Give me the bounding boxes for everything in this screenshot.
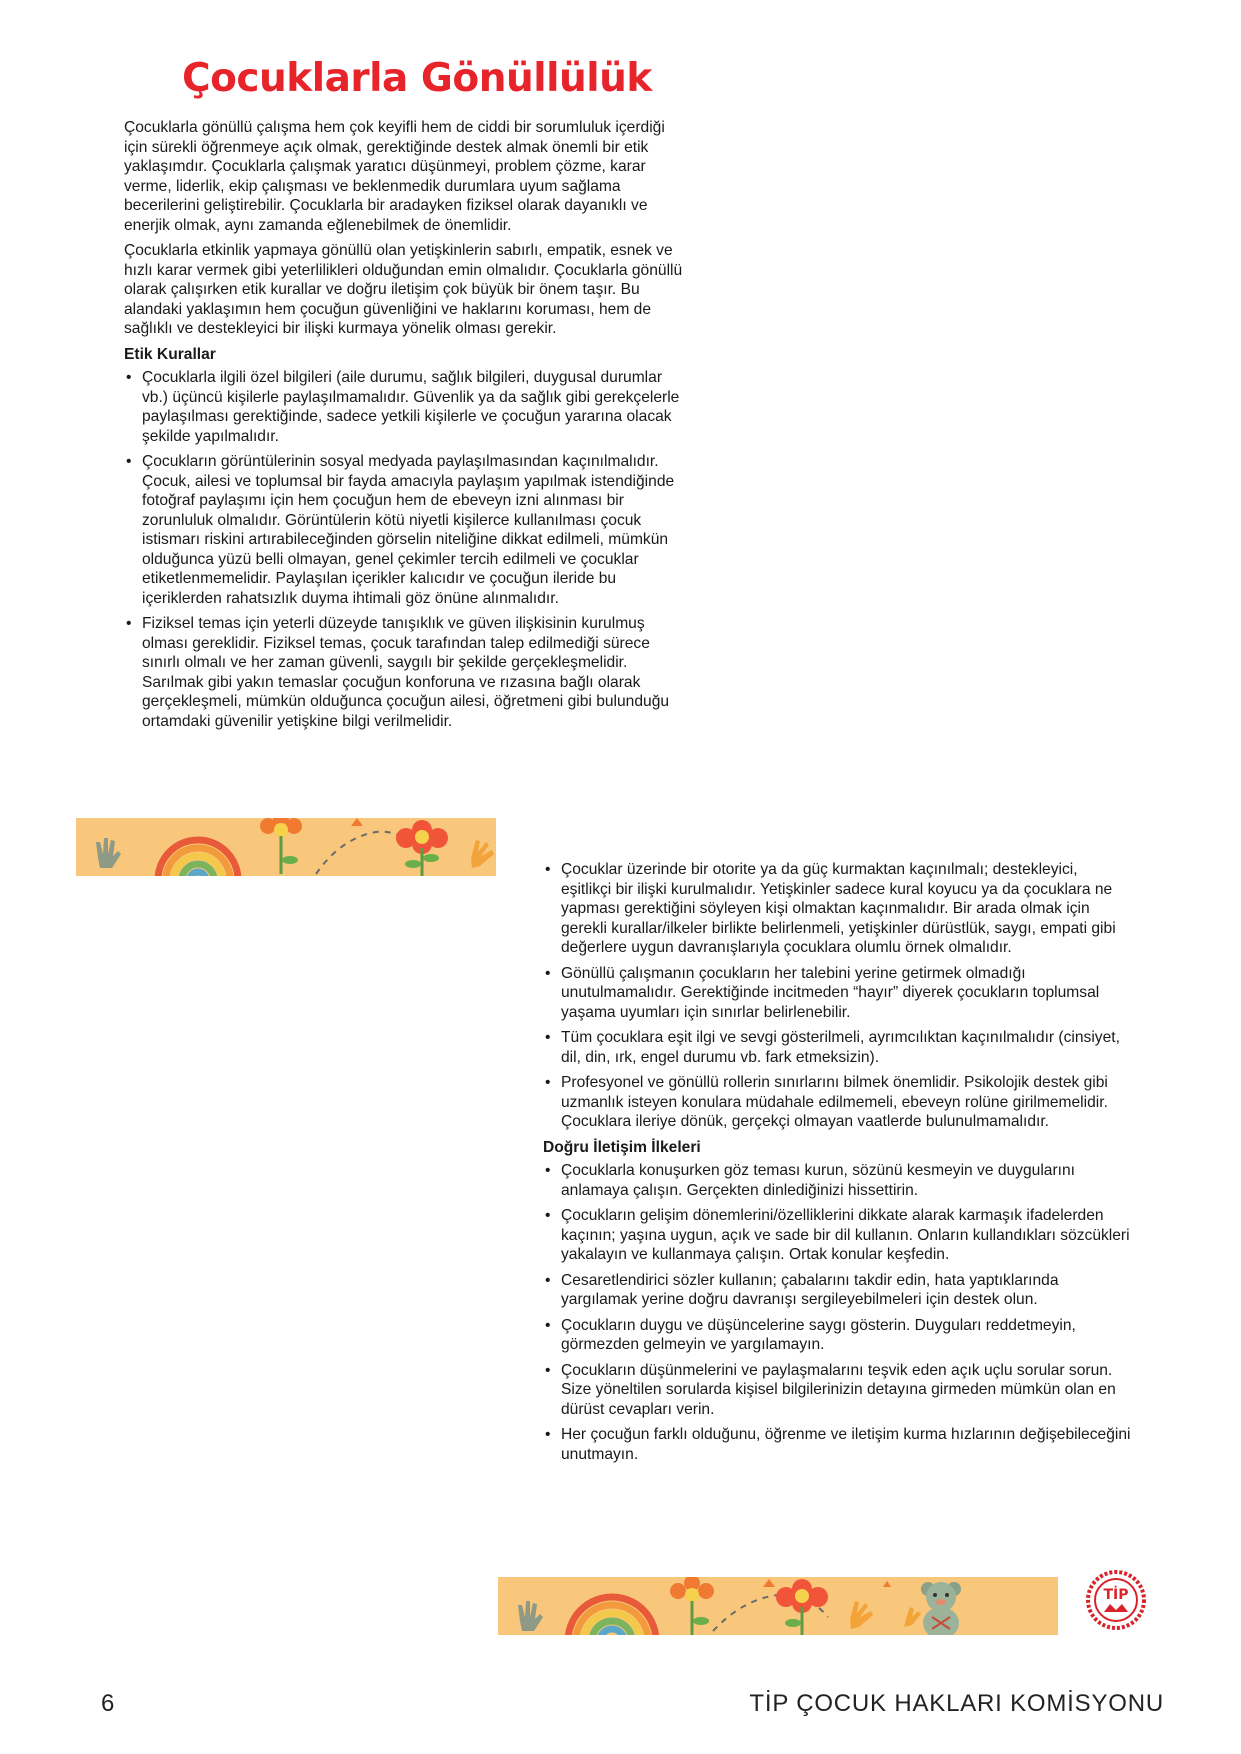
communication-list-item: • Çocukların gelişim dönemlerini/özelliklerini dikkate alarak karmaşık ifadelerden kaçının; yaşına uygun, açık ve sade bir dil kullanın. Onların kullandıkları sözcükleri yakalayın ve kullanmaya çalışın. Ortak konular keşfedin.: [543, 1206, 1131, 1265]
flower-icon: [260, 818, 302, 874]
page-title: Çocuklarla Gönüllülük: [182, 56, 652, 101]
communication-list-item: • Çocukların duygu ve düşüncelerine saygı gösterin. Duyguları reddetmeyin, görmezden gelmeyin ve yargılamayın.: [543, 1316, 1131, 1355]
footer-organization: TİP ÇOCUK HAKLARI KOMİSYONU: [749, 1690, 1164, 1717]
intro-paragraph: Çocuklarla etkinlik yapmaya gönüllü olan yetişkinlerin sabırlı, empatik, esnek ve hızlı karar vermek gibi yeterlilikleri olduğundan emin olmalıdır. Çocuklarla gönüllü olarak çalışırken etik kurallar ve doğru iletişim çok büyük bir önem taşır. Bu alandaki yaklaşımın hem çocuğun güvenliğini ve haklarını koruması, hem de sağlıklı ve destekleyici bir ilişki kurmaya yönelik olması gerekir.: [124, 242, 683, 337]
rainbow-icon: [568, 1597, 656, 1635]
ethics-list-item: • Çocuklar üzerinde bir otorite ya da güç kurmaktan kaçınılmalı; destekleyici, eşitlikçi bir ilişki kurulmalıdır. Yetişkinler sadece kural koyucu ya da çocuklara ne yapması gerektiğini söyleyen kişi olmaktan kaçınmalıdır. Bir arada olmak için gerekli kurallar/ilkeler birlikte belirlenmeli, yetişkinler dürüstlük, saygı, empati gibi değerlere uygun davranışlarıyla çocuklara olumlu örnek olmalıdır.: [543, 860, 1131, 958]
communication-list-item: • Cesaretlendirici sözler kullanın; çabalarını takdir edin, hata yaptıklarında yargılamak yerine doğru davranışı sergileyebilmeleri için destek olun.: [543, 1271, 1131, 1310]
hand-icon: [471, 840, 494, 868]
ethics-list-item: • Tüm çocuklara eşit ilgi ve sevgi gösterilmeli, ayrımcılıktan kaçınılmalıdır (cinsiyet, dil, din, ırk, engel durumu vb. fark etmeksizin).: [543, 1028, 1131, 1067]
ethics-list-continued: [543, 860, 1131, 1132]
hand-icon: [904, 1607, 921, 1627]
communication-list: [543, 1161, 1131, 1464]
hand-icon: [850, 1601, 873, 1629]
communication-list-item: • Her çocuğun farklı olduğunu, öğrenme ve iletişim kurma hızlarının değişebileceğini unutmayın.: [543, 1425, 1131, 1464]
flower-icon: [776, 1579, 828, 1635]
flower-icon: [670, 1577, 714, 1635]
hand-icon: [518, 1601, 543, 1631]
teddy-bear-icon: [921, 1582, 961, 1635]
flower-icon: [396, 820, 448, 876]
ethics-list-item: • Çocukların görüntülerinin sosyal medyada paylaşılmasından kaçınılmalıdır. Çocuk, ailesi ve toplumsal bir fayda amacıyla paylaşım yapılmak istendiğinde fotoğraf paylaşımı için hem çocuğun hem de ebeveyn izni alınması bir zorunluluk olmalıdır. Görüntülerin kötü niyetli kişilerce kullanılması çocuk istismarı riskini artırabileceğinden görselin niteliğine dikkat edilmeli, mümkün olduğunca yüzü belli olmayan, genel çekimler tercih edilmeli ve çocuklar etiketlenmemelidir. Paylaşılan içerikler kalıcıdır ve çocuğun ileride bu içeriklerden rahatsızlık duyma ihtimali göz önüne alınmalıdır.: [124, 452, 690, 608]
communication-heading: Doğru İletişim İlkeleri: [543, 1138, 701, 1156]
communication-list-item: • Çocukların düşünmelerini ve paylaşmalarını teşvik eden açık uçlu sorular sorun. Size yöneltilen sorularda kişisel bilgilerinizin detayına girmeden mümkün olan en dürüst cevapları verin.: [543, 1361, 1131, 1420]
ethics-list-item: • Profesyonel ve gönüllü rollerin sınırlarını bilmek önemlidir. Psikolojik destek gibi uzmanlık isteyen konulara müdahale edilmemeli, ebeveyn rolüne girilmemelidir. Çocuklara ileriye dönük, gerçekçi olmayan vaatlerde bulunulmamalıdır.: [543, 1073, 1131, 1132]
hand-icon: [96, 838, 121, 868]
decorative-banner: [76, 818, 496, 876]
svg-text:TİP: TİP: [1103, 1587, 1129, 1603]
ethics-list-item: • Fiziksel temas için yeterli düzeyde tanışıklık ve güven ilişkisinin kurulmuş olması gereklidir. Fiziksel temas, çocuk tarafından talep edilmediği sürece sınırlı olmalı ve her zaman güvenli, saygılı bir şekilde gerçekleşmelidir. Sarılmak gibi yakın temaslar çocuğun konforuna ve rızasına bağlı olarak gerçekleşmeli, mümkün olduğunca çocuğun ailesi, öğretmeni gibi bulunduğu ortamdaki güvenilir yetişkine bilgi verilmelidir.: [124, 614, 690, 731]
rainbow-icon: [158, 840, 238, 876]
tip-logo: [1084, 1568, 1148, 1632]
ethics-heading: Etik Kurallar: [124, 345, 216, 363]
intro-paragraph: Çocuklarla gönüllü çalışma hem çok keyifli hem de ciddi bir sorumluluk içerdiği için sürekli öğrenmeye açık olmak, gerektiğinde destek almak önemli bir etik yaklaşımdır. Çocuklarla çalışmak yaratıcı düşünmeyi, problem çözme, karar verme, liderlik, ekip çalışması ve beklenmedik durumlara uyum sağlama becerilerini geliştirebilir. Çocuklarla bir aradayken fiziksel olarak dayanıklı ve enerjik olmak, aynı zamanda eğlenebilmek de önemlidir.: [124, 119, 665, 234]
ethics-list-item: • Gönüllü çalışmanın çocukların her talebini yerine getirmek olmadığı unutulmamalıdır. Gerektiğinde incitmeden “hayır” diyerek çocukların toplumsal yaşama uyumları için sınırlar belirlenebilir.: [543, 964, 1131, 1023]
ethics-list-item: • Çocuklarla ilgili özel bilgileri (aile durumu, sağlık bilgileri, duygusal durumlar vb.) üçüncü kişilerle paylaşılmamalıdır. Güvenlik ya da sağlık gibi gerekçelerle paylaşılması gerektiğinde, sadece yetkili kişilerle ve çocuğun yararına olacak şekilde yapılmalıdır.: [124, 368, 690, 446]
page-number: 6: [101, 1690, 115, 1717]
communication-list-item: • Çocuklarla konuşurken göz teması kurun, sözünü kesmeyin ve duygularını anlamaya çalışın. Gerçekten dinlediğinizi hissettirin.: [543, 1161, 1131, 1200]
decorative-banner: [498, 1577, 1058, 1635]
right-column: [543, 860, 1131, 1470]
left-column: [124, 118, 690, 737]
ethics-list: [124, 368, 690, 731]
